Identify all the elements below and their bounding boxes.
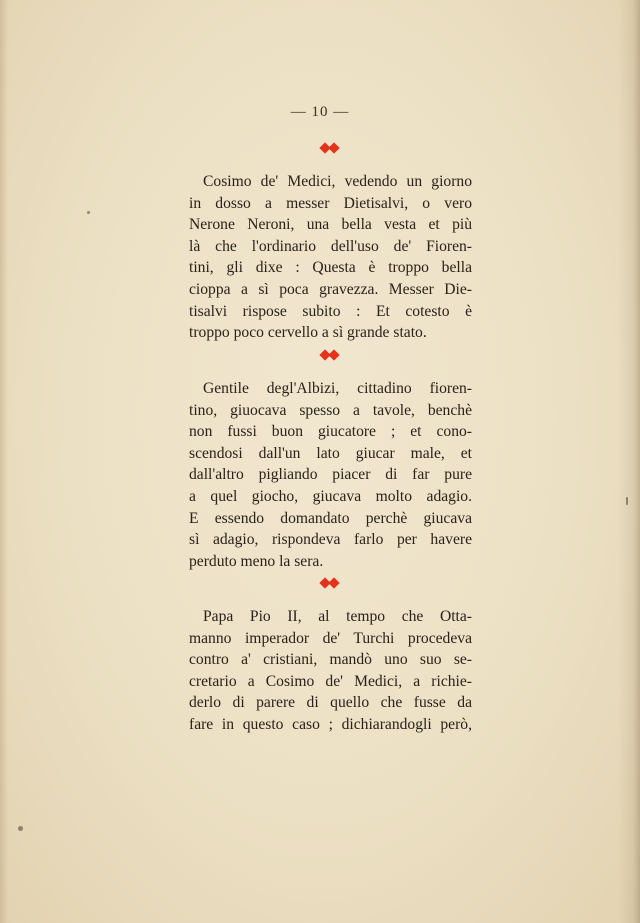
- text-line: scendosi dall'un lato giucar male, et: [189, 444, 472, 462]
- anecdote-papa-pio: [189, 606, 472, 736]
- page-number: — 10 —: [290, 104, 350, 120]
- anecdote-gentile-albizi: [189, 378, 472, 572]
- page-edge-shadow: [618, 0, 640, 923]
- red-diamond-icon: [328, 142, 339, 153]
- text-line: là che l'ordinario dell'uso de' Fioren-: [189, 237, 472, 255]
- text-line: non fussi buon giucatore ; et cono-: [189, 423, 472, 441]
- page-gutter-shadow: [0, 0, 8, 923]
- text-line: contro a' cristiani, mandò uno suo se-: [189, 651, 472, 669]
- text-line: in dosso a messer Dietisalvi, o vero: [189, 194, 472, 212]
- anecdote-cosimo-dietisalvi: [189, 171, 472, 344]
- text-line: sì adagio, rispondeva farlo per havere: [189, 531, 472, 549]
- text-line: manno imperador de' Turchi procedeva: [189, 629, 472, 647]
- paper-speck: [18, 826, 23, 831]
- text-line: perduto meno la sera.: [189, 552, 324, 570]
- text-line: Gentile degl'Albizi, cittadino fioren-: [203, 380, 472, 397]
- red-diamond-icon: [328, 349, 339, 360]
- ornament-diamonds-1: [318, 143, 344, 155]
- text-line: tisalvi rispose subito : Et cotesto è: [189, 302, 472, 320]
- text-line: cretario a Cosimo de' Medici, a richie-: [189, 672, 472, 690]
- red-diamond-icon: [328, 577, 339, 588]
- ornament-diamonds-3: [318, 578, 344, 590]
- text-line: cioppa a sì poca gravezza. Messer Die-: [189, 280, 472, 298]
- text-line: troppo poco cervello a sì grande stato.: [189, 324, 427, 342]
- text-line: Nerone Neroni, una bella vesta et più: [189, 216, 472, 234]
- text-line: Cosimo de' Medici, vedendo un giorno: [203, 173, 472, 190]
- paper-speck: [87, 211, 90, 214]
- text-line: a quel giocho, giucava molto adagio.: [189, 487, 472, 505]
- paper-speck: [626, 497, 628, 505]
- text-line: fare in questo caso ; dichiarandogli però,: [189, 715, 472, 733]
- text-line: derlo di parere di quello che fusse da: [189, 694, 472, 712]
- text-line: Papa Pio II, al tempo che Otta-: [203, 608, 472, 625]
- text-line: tino, giuocava spesso a tavole, benchè: [189, 401, 472, 419]
- text-line: E essendo domandato perchè giucava: [189, 509, 472, 527]
- text-line: dall'altro pigliando piacer di far pure: [189, 466, 472, 484]
- ornament-diamonds-2: [318, 350, 344, 362]
- text-line: tini, gli dixe : Questa è troppo bella: [189, 259, 472, 277]
